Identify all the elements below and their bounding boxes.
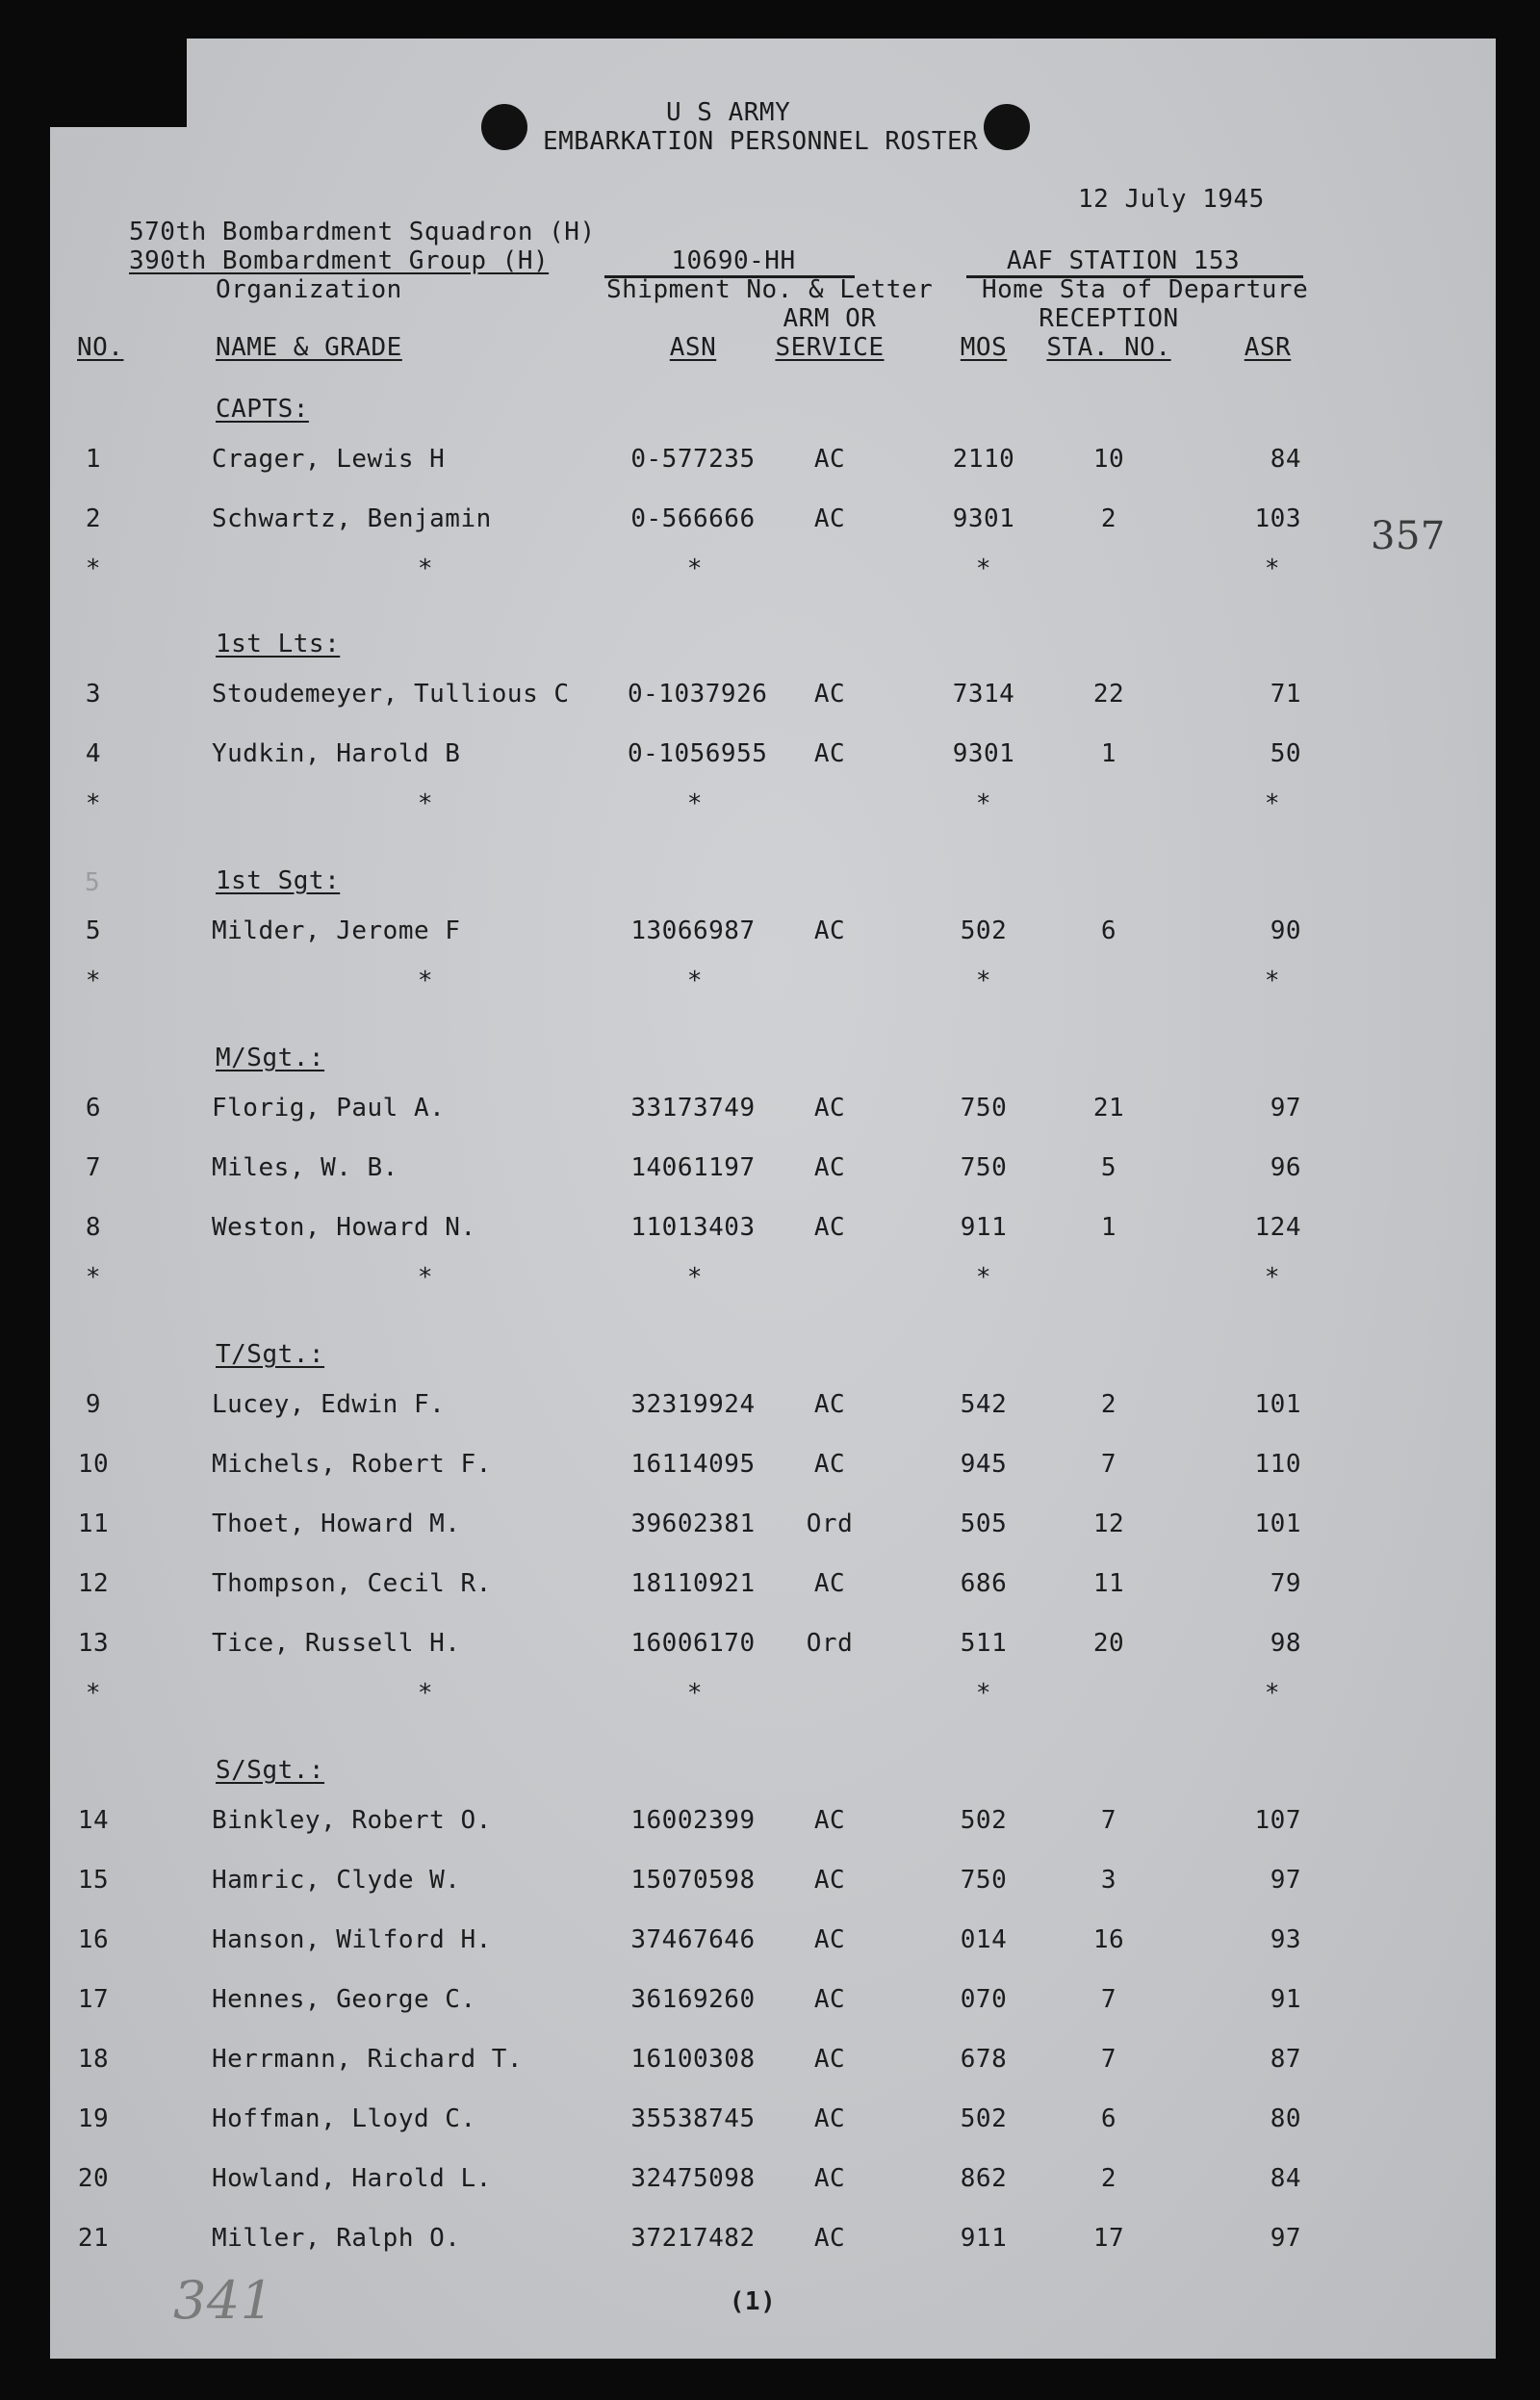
mos-code: 2110 [952, 445, 1015, 474]
row-number: 19 [77, 2104, 110, 2133]
reception-sta: 7 [1100, 1450, 1117, 1479]
mos-code: 862 [960, 2164, 1008, 2193]
asr-score: 80 [1270, 2104, 1301, 2133]
reception-sta: 7 [1100, 1985, 1117, 2014]
person-name: Florig, Paul A. [212, 1094, 446, 1123]
row-number: 11 [77, 1510, 110, 1538]
mos-code: 505 [960, 1510, 1008, 1538]
reception-sta: 11 [1092, 1569, 1125, 1598]
separator-asterisk: * [85, 789, 102, 818]
org-group: 390th Bombardment Group (H) [129, 246, 550, 275]
row-number: 7 [85, 1153, 102, 1182]
col-mos: MOS [960, 333, 1008, 362]
asn-value: 0-1056955 [628, 739, 768, 768]
col-asn: ASN [669, 333, 717, 362]
mos-code: 750 [960, 1094, 1008, 1123]
reception-sta: 20 [1092, 1629, 1125, 1658]
punch-hole-left [481, 104, 527, 150]
row-number: 8 [85, 1213, 102, 1242]
stray-numeral: 5 [85, 868, 101, 897]
arm-service: AC [813, 445, 846, 474]
asn-value: 0-566666 [630, 504, 756, 533]
reception-sta: 21 [1092, 1094, 1125, 1123]
person-name: Thoet, Howard M. [212, 1510, 461, 1538]
mos-code: 7314 [952, 680, 1015, 709]
asr-score: 71 [1270, 680, 1301, 709]
asr-score: 98 [1270, 1629, 1301, 1658]
asn-value: 16114095 [630, 1450, 756, 1479]
person-name: Herrmann, Richard T. [212, 2045, 524, 2074]
org-label: Organization [216, 275, 402, 304]
separator-asterisk: * [417, 967, 434, 995]
arm-service: AC [813, 1213, 846, 1242]
separator-asterisk: * [85, 1679, 102, 1708]
separator-asterisk: * [975, 1263, 992, 1292]
asn-value: 35538745 [630, 2104, 756, 2133]
grade-heading: CAPTS: [216, 395, 309, 424]
row-number: 16 [77, 1925, 110, 1954]
arm-service: AC [813, 1925, 846, 1954]
person-name: Hamric, Clyde W. [212, 1866, 461, 1895]
reception-sta: 12 [1092, 1510, 1125, 1538]
mos-code: 945 [960, 1450, 1008, 1479]
asr-score: 90 [1270, 916, 1301, 945]
row-number: 10 [77, 1450, 110, 1479]
roster-date: 12 July 1945 [1078, 185, 1265, 214]
asn-value: 36169260 [630, 1985, 756, 2014]
row-number: 5 [85, 916, 102, 945]
asn-value: 33173749 [630, 1094, 756, 1123]
separator-asterisk: * [975, 555, 992, 583]
asr-score: 93 [1270, 1925, 1301, 1954]
separator-asterisk: * [85, 555, 102, 583]
asr-score: 91 [1270, 1985, 1301, 2014]
separator-asterisk: * [1264, 1679, 1281, 1708]
row-number: 9 [85, 1390, 102, 1419]
margin-page-number: 357 [1371, 514, 1446, 558]
mos-code: 070 [960, 1985, 1008, 2014]
asr-score: 107 [1254, 1806, 1301, 1835]
person-name: Lucey, Edwin F. [212, 1390, 446, 1419]
reception-sta: 7 [1100, 1806, 1117, 1835]
reception-sta: 2 [1100, 1390, 1117, 1419]
mos-code: 511 [960, 1629, 1008, 1658]
asn-value: 0-577235 [630, 445, 756, 474]
mos-code: 542 [960, 1390, 1008, 1419]
row-number: 17 [77, 1985, 110, 2014]
org-squadron: 570th Bombardment Squadron (H) [129, 218, 596, 246]
arm-service: AC [813, 1450, 846, 1479]
reception-sta: 6 [1100, 2104, 1117, 2133]
arm-service: AC [813, 1390, 846, 1419]
arm-service: AC [813, 1153, 846, 1182]
separator-asterisk: * [686, 555, 704, 583]
asr-score: 84 [1270, 2164, 1301, 2193]
asn-value: 0-1037926 [628, 680, 768, 709]
grade-heading: 1st Sgt: [216, 866, 341, 895]
person-name: Weston, Howard N. [212, 1213, 476, 1242]
separator-asterisk: * [686, 789, 704, 818]
asr-score: 110 [1254, 1450, 1301, 1479]
document-page [50, 39, 1496, 2359]
separator-asterisk: * [1264, 789, 1281, 818]
asn-value: 39602381 [630, 1510, 756, 1538]
col-no: NO. [77, 333, 124, 362]
asn-value: 32475098 [630, 2164, 756, 2193]
arm-service: AC [813, 2164, 846, 2193]
arm-service: AC [813, 1985, 846, 2014]
reception-sta: 1 [1100, 739, 1117, 768]
mos-code: 686 [960, 1569, 1008, 1598]
arm-header-line1: ARM OR [783, 304, 877, 333]
asn-value: 32319924 [630, 1390, 756, 1419]
reception-sta: 6 [1100, 916, 1117, 945]
person-name: Crager, Lewis H [212, 445, 446, 474]
grade-heading: 1st Lts: [216, 630, 341, 658]
mos-code: 911 [960, 1213, 1008, 1242]
asr-score: 101 [1254, 1510, 1301, 1538]
shipment-number: 10690-HH [671, 246, 796, 275]
asn-value: 14061197 [630, 1153, 756, 1182]
separator-asterisk: * [975, 1679, 992, 1708]
row-number: 4 [85, 739, 102, 768]
grade-heading: S/Sgt.: [216, 1756, 325, 1785]
asr-score: 96 [1270, 1153, 1301, 1182]
asr-score: 103 [1254, 504, 1301, 533]
person-name: Thompson, Cecil R. [212, 1569, 492, 1598]
person-name: Tice, Russell H. [212, 1629, 461, 1658]
reception-sta: 1 [1100, 1213, 1117, 1242]
person-name: Miles, W. B. [212, 1153, 398, 1182]
row-number: 13 [77, 1629, 110, 1658]
separator-asterisk: * [975, 967, 992, 995]
person-name: Michels, Robert F. [212, 1450, 492, 1479]
torn-corner [50, 39, 187, 127]
separator-asterisk: * [686, 1263, 704, 1292]
person-name: Binkley, Robert O. [212, 1806, 492, 1835]
person-name: Hanson, Wilford H. [212, 1925, 492, 1954]
col-asr: ASR [1244, 333, 1292, 362]
col-name-grade: NAME & GRADE [216, 333, 402, 362]
mos-code: 502 [960, 1806, 1008, 1835]
arm-service: AC [813, 2224, 846, 2253]
page-number: (1) [729, 2287, 777, 2316]
grade-heading: M/Sgt.: [216, 1044, 325, 1072]
row-number: 2 [85, 504, 102, 533]
reception-sta: 22 [1092, 680, 1125, 709]
reception-sta: 2 [1100, 504, 1117, 533]
reception-sta: 2 [1100, 2164, 1117, 2193]
separator-asterisk: * [417, 1263, 434, 1292]
mos-code: 750 [960, 1866, 1008, 1895]
separator-asterisk: * [417, 789, 434, 818]
separator-asterisk: * [975, 789, 992, 818]
arm-service: AC [813, 1866, 846, 1895]
asn-value: 11013403 [630, 1213, 756, 1242]
col-arm-service: SERVICE [775, 333, 885, 362]
asn-value: 18110921 [630, 1569, 756, 1598]
asr-score: 101 [1254, 1390, 1301, 1419]
separator-asterisk: * [85, 1263, 102, 1292]
person-name: Hennes, George C. [212, 1985, 476, 2014]
arm-service: AC [813, 1806, 846, 1835]
asn-value: 13066987 [630, 916, 756, 945]
row-number: 3 [85, 680, 102, 709]
separator-asterisk: * [686, 1679, 704, 1708]
row-number: 18 [77, 2045, 110, 2074]
punch-hole-right [984, 104, 1030, 150]
separator-asterisk: * [417, 555, 434, 583]
document-title: EMBARKATION PERSONNEL ROSTER [543, 127, 979, 156]
arm-service: AC [813, 916, 846, 945]
reception-sta: 5 [1100, 1153, 1117, 1182]
mos-code: 502 [960, 2104, 1008, 2133]
asr-score: 124 [1254, 1213, 1301, 1242]
agency-heading: U S ARMY [666, 98, 791, 127]
asr-score: 97 [1270, 2224, 1301, 2253]
reception-sta: 7 [1100, 2045, 1117, 2074]
asn-value: 15070598 [630, 1866, 756, 1895]
mos-code: 502 [960, 916, 1008, 945]
col-reception-sta: STA. NO. [1046, 333, 1171, 362]
separator-asterisk: * [85, 967, 102, 995]
station-value: AAF STATION 153 [1006, 246, 1241, 275]
separator-asterisk: * [1264, 1263, 1281, 1292]
asr-score: 79 [1270, 1569, 1301, 1598]
person-name: Yudkin, Harold B [212, 739, 461, 768]
person-name: Miller, Ralph O. [212, 2224, 461, 2253]
mos-code: 9301 [952, 504, 1015, 533]
row-number: 1 [85, 445, 102, 474]
mos-code: 9301 [952, 739, 1015, 768]
arm-service: AC [813, 1094, 846, 1123]
arm-service: AC [813, 680, 846, 709]
separator-asterisk: * [1264, 555, 1281, 583]
asr-score: 97 [1270, 1094, 1301, 1123]
arm-service: Ord [806, 1510, 854, 1538]
arm-service: AC [813, 504, 846, 533]
mos-code: 911 [960, 2224, 1008, 2253]
row-number: 6 [85, 1094, 102, 1123]
asr-score: 84 [1270, 445, 1301, 474]
separator-asterisk: * [1264, 967, 1281, 995]
asn-value: 16006170 [630, 1629, 756, 1658]
person-name: Hoffman, Lloyd C. [212, 2104, 476, 2133]
reception-sta: 17 [1092, 2224, 1125, 2253]
row-number: 14 [77, 1806, 110, 1835]
asn-value: 37217482 [630, 2224, 756, 2253]
reception-sta: 16 [1092, 1925, 1125, 1954]
reception-header-line1: RECEPTION [1039, 304, 1179, 333]
row-number: 20 [77, 2164, 110, 2193]
station-label: Home Sta of Departure [982, 275, 1309, 304]
arm-service: AC [813, 2045, 846, 2074]
mos-code: 014 [960, 1925, 1008, 1954]
separator-asterisk: * [417, 1679, 434, 1708]
mos-code: 750 [960, 1153, 1008, 1182]
row-number: 12 [77, 1569, 110, 1598]
pencil-annotation: 341 [173, 2270, 274, 2331]
person-name: Milder, Jerome F [212, 916, 461, 945]
asn-value: 16002399 [630, 1806, 756, 1835]
reception-sta: 3 [1100, 1866, 1117, 1895]
asr-score: 97 [1270, 1866, 1301, 1895]
asr-score: 87 [1270, 2045, 1301, 2074]
separator-asterisk: * [686, 967, 704, 995]
asn-value: 37467646 [630, 1925, 756, 1954]
person-name: Howland, Harold L. [212, 2164, 492, 2193]
asn-value: 16100308 [630, 2045, 756, 2074]
shipment-label: Shipment No. & Letter [606, 275, 934, 304]
row-number: 15 [77, 1866, 110, 1895]
arm-service: AC [813, 2104, 846, 2133]
arm-service: Ord [806, 1629, 854, 1658]
asr-score: 50 [1270, 739, 1301, 768]
grade-heading: T/Sgt.: [216, 1340, 325, 1369]
arm-service: AC [813, 739, 846, 768]
person-name: Schwartz, Benjamin [212, 504, 492, 533]
reception-sta: 10 [1092, 445, 1125, 474]
row-number: 21 [77, 2224, 110, 2253]
mos-code: 678 [960, 2045, 1008, 2074]
person-name: Stoudemeyer, Tullious C [212, 680, 570, 709]
arm-service: AC [813, 1569, 846, 1598]
